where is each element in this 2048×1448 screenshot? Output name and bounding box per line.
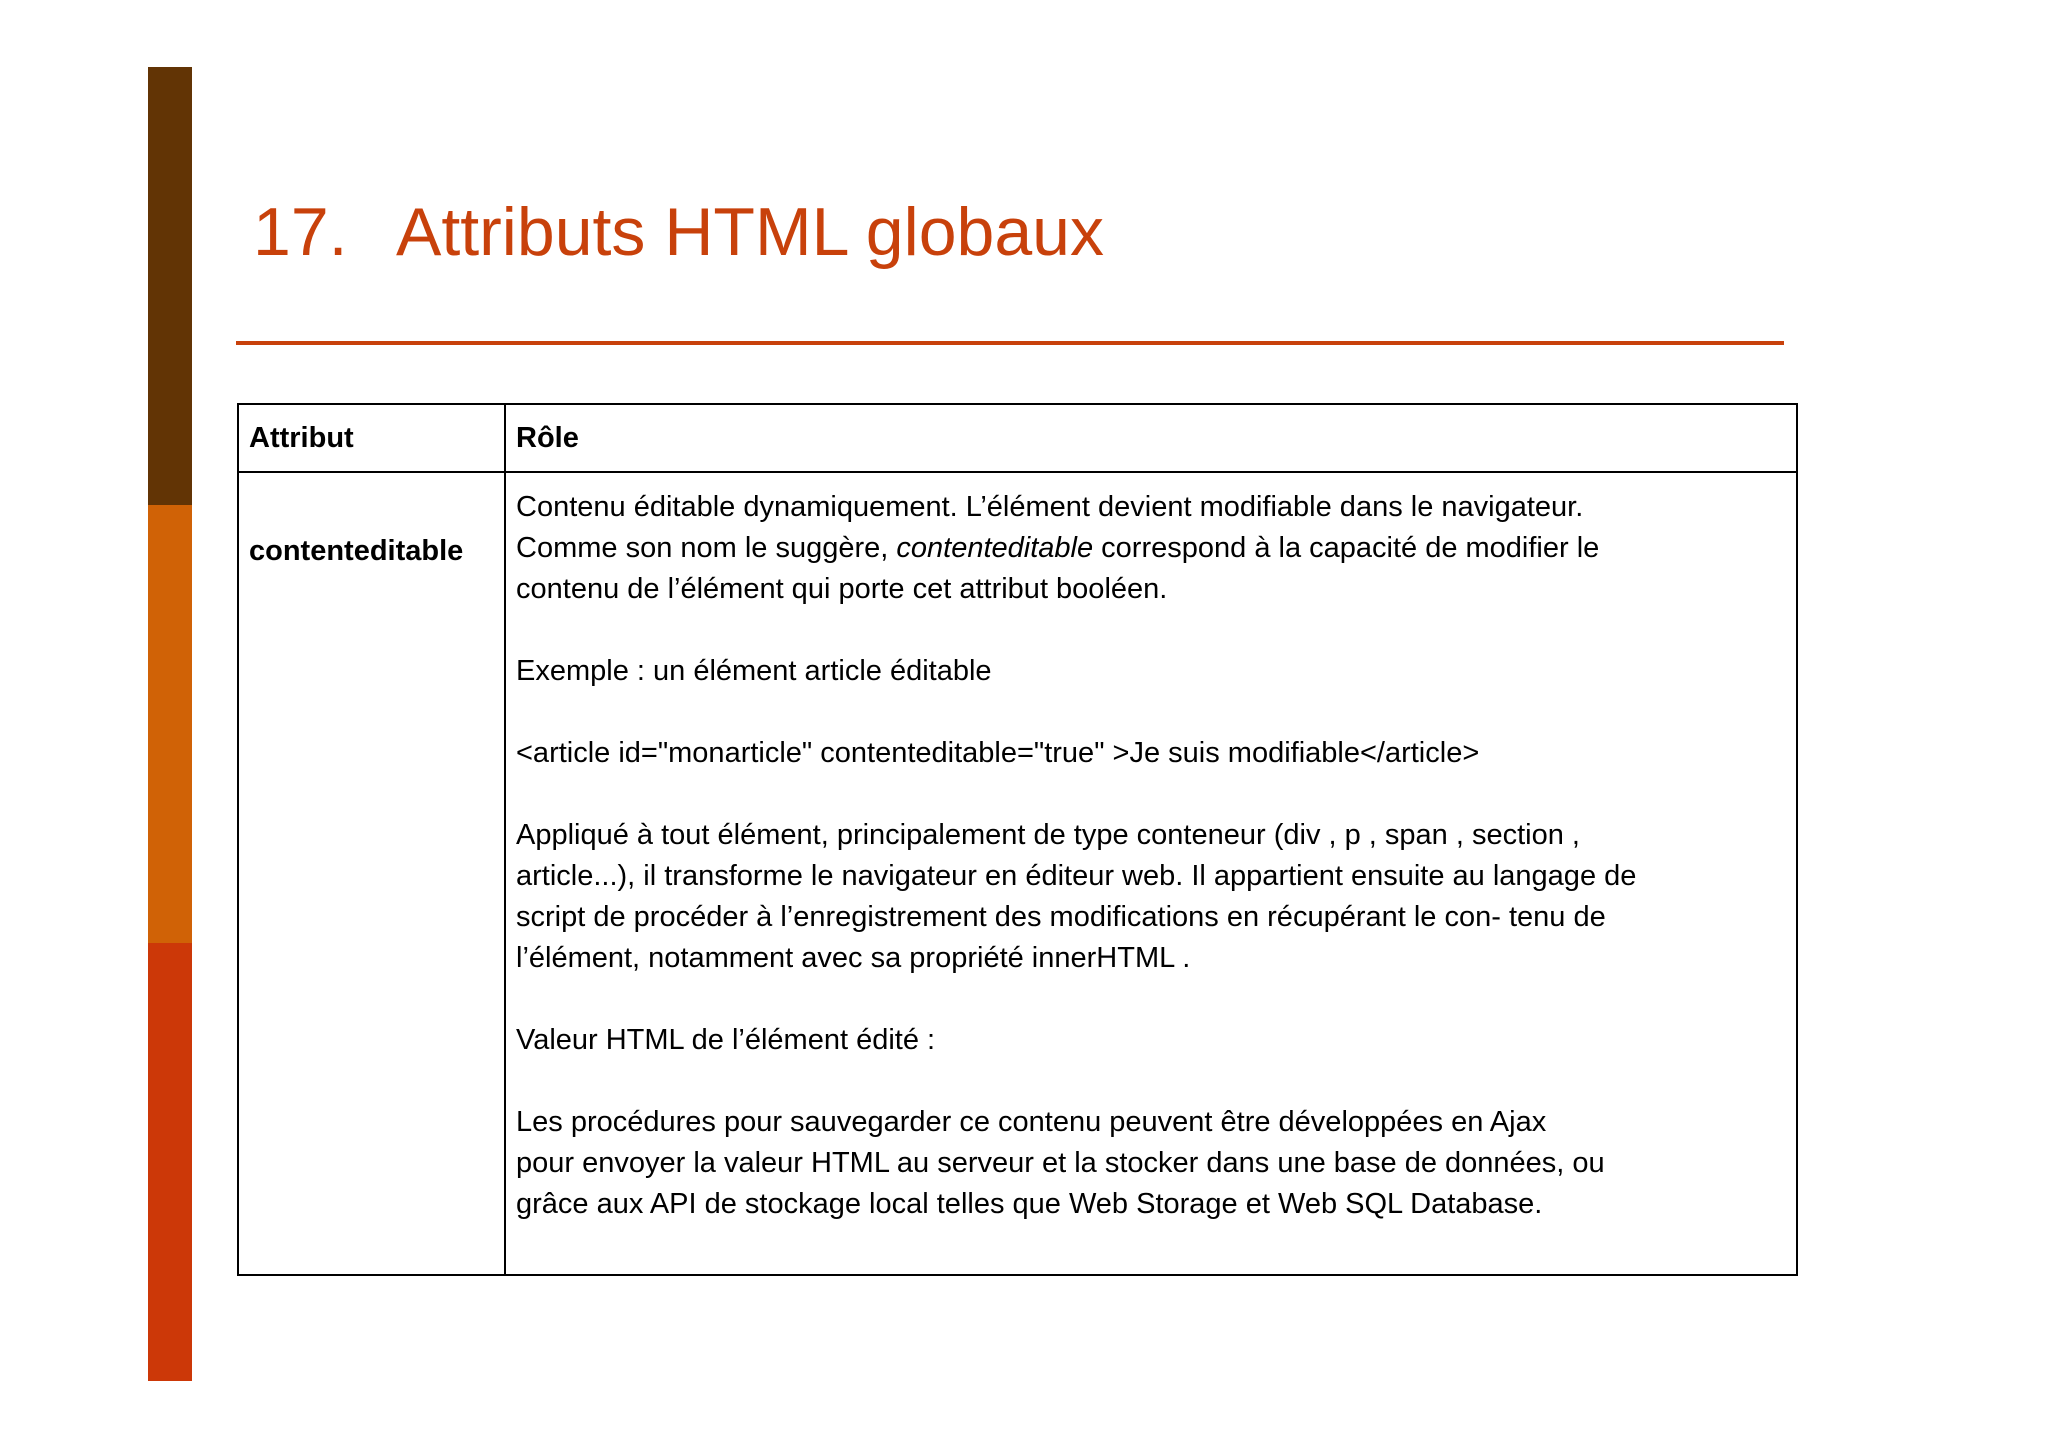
role-procedures-line-2: pour envoyer la valeur HTML au serveur et la stocker dans une base de données, ou	[516, 1147, 1605, 1179]
role-intro-line-2a: Comme son nom le suggère,	[516, 532, 897, 564]
role-procedures-line-1: Les procédures pour sauvegarder ce contenu peuvent être développées en Ajax	[516, 1106, 1547, 1138]
role-intro-line-2b: correspond à la capacité de modifier le	[1093, 532, 1600, 564]
role-applied-line-3: script de procéder à l’enregistrement des modifications en récupérant le con- tenu de	[516, 901, 1606, 933]
header-attribute: Attribut	[238, 404, 505, 472]
table-row	[238, 472, 1797, 1275]
cell-attribute-name: contenteditable	[238, 472, 505, 1275]
header-role: Rôle	[505, 404, 1797, 472]
slide-title-text: Attributs HTML globaux	[396, 194, 1104, 270]
title-divider	[236, 341, 1784, 345]
slide-title-number: 17.	[253, 194, 348, 270]
role-paragraph-applied	[516, 815, 1786, 979]
role-applied-line-4: l’élément, notamment avec sa propriété innerHTML .	[516, 942, 1191, 974]
role-paragraph-intro	[516, 487, 1786, 610]
role-procedures-line-3: grâce aux API de stockage local telles que Web Storage et Web SQL Database.	[516, 1188, 1543, 1220]
role-applied-line-2: article...), il transforme le navigateur en éditeur web. Il appartient ensuite au langage de	[516, 860, 1637, 892]
slide-title	[253, 182, 1104, 282]
side-bar-segment-red	[148, 943, 192, 1381]
role-paragraph-procedures	[516, 1102, 1786, 1225]
role-example-label: Exemple : un élément article éditable	[516, 655, 992, 687]
role-intro-line-2-italic: contenteditable	[896, 532, 1094, 564]
role-intro-line-1: Contenu éditable dynamiquement. L’élément devient modifiable dans le navigateur.	[516, 491, 1584, 523]
side-bar-segment-orange	[148, 505, 192, 943]
decorative-side-bar	[148, 67, 192, 1381]
role-applied-line-1: Appliqué à tout élément, principalement de type conteneur (div , p , span , section ,	[516, 819, 1580, 851]
cell-role-description	[505, 472, 1797, 1275]
table-header-row	[238, 404, 1797, 472]
role-example-code: <article id="monarticle" contenteditable="true" >Je suis modifiable</article>	[516, 737, 1480, 769]
role-intro-line-3: contenu de l’élément qui porte cet attribut booléen.	[516, 573, 1168, 605]
attributes-table	[237, 403, 1798, 1276]
side-bar-segment-brown	[148, 67, 192, 505]
role-value-label: Valeur HTML de l’élément édité :	[516, 1024, 936, 1056]
